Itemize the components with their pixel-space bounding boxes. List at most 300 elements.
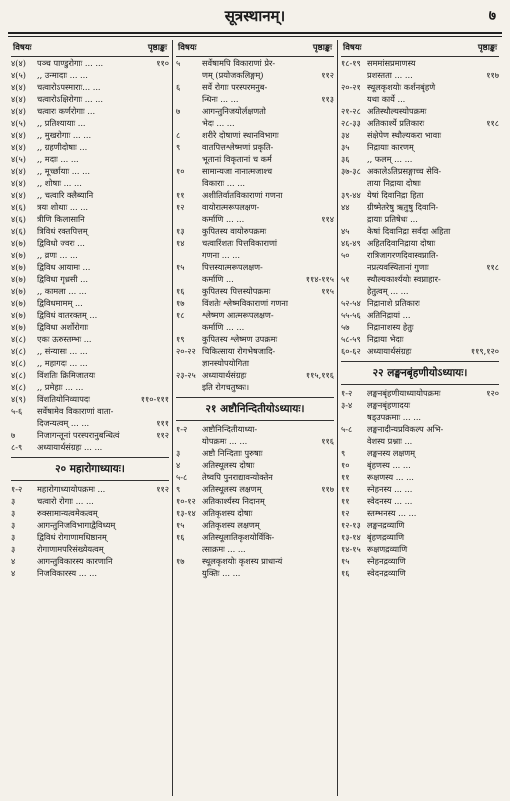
- index-row-page: ११५: [321, 286, 334, 296]
- index-row: [176, 153, 334, 165]
- index-row-page: [332, 555, 334, 567]
- index-row-number: १५: [341, 556, 350, 566]
- index-row: [11, 153, 169, 165]
- index-row-number: [11, 417, 37, 429]
- chapter-heading: २१ अष्टौनिन्दितीयोऽध्यायः।: [176, 397, 334, 421]
- index-row: [176, 567, 334, 579]
- index-row-topic: सर्वे रोगाः परस्परमनुब-: [202, 82, 268, 92]
- index-row: [341, 57, 499, 69]
- index-row-page: [332, 519, 334, 531]
- index-row: [341, 507, 499, 519]
- chapter-heading: २२ लङ्घनबृंहणीयोऽध्यायः।: [341, 361, 499, 385]
- index-row-number: ४(४): [11, 166, 26, 176]
- index-row: [176, 435, 334, 447]
- index-row-number: ४(५): [11, 154, 26, 164]
- index-row: [176, 189, 334, 201]
- index-row-topic: विकाराः ... ...: [202, 178, 246, 188]
- index-row-topic: द्विविधो ज्वरः ...: [37, 238, 85, 248]
- index-row-topic: अतिकार्श्ये प्रतिकारः: [367, 118, 425, 128]
- index-row-topic: ,, मुखरोगाः ... ...: [37, 130, 92, 140]
- index-row-topic: त्रयः शोथाः ... ...: [37, 202, 89, 212]
- index-row-number: १६: [176, 532, 185, 542]
- index-row-topic: हेतुत्वम् ... ...: [367, 286, 409, 296]
- index-row-page: [497, 201, 499, 213]
- index-row-topic: कुपितस्य श्लेष्मण उपक्रमः: [202, 334, 278, 344]
- index-row-page: [167, 69, 169, 81]
- index-row: [11, 117, 169, 129]
- index-row-page: ११०-१११: [140, 394, 169, 404]
- page-number: ७: [488, 8, 496, 24]
- index-row-page: [167, 237, 169, 249]
- index-row-number: १४-१५: [341, 544, 361, 554]
- index-row-page: [167, 297, 169, 309]
- index-row-topic: द्विविधं रोगाणामधिष्ठानम्: [37, 532, 107, 542]
- index-row-number: ३: [11, 520, 16, 530]
- index-row-topic: स्थूलकृशयोः कर्शनबृंहणे: [367, 82, 436, 92]
- index-row-page: १११: [156, 418, 169, 428]
- index-row-topic: योपक्रमः ... ...: [202, 436, 248, 446]
- index-row-topic: ,, महागदः ... ...: [37, 358, 88, 368]
- index-row: [176, 369, 334, 381]
- index-row-number: १-२: [341, 388, 353, 398]
- index-row-number: १२: [341, 508, 350, 518]
- index-row: [341, 285, 499, 297]
- index-row-page: [167, 141, 169, 153]
- index-row: [176, 543, 334, 555]
- index-row-topic: अतिकृशस्य दोषाः: [202, 508, 253, 518]
- index-row: [11, 441, 169, 453]
- index-row: [11, 531, 169, 543]
- page-title: सूत्रस्थानम्।: [224, 7, 286, 25]
- index-row-page: [332, 507, 334, 519]
- index-row-topic: स्तम्भनस्य ... ...: [367, 508, 417, 518]
- index-row-number: [176, 93, 202, 105]
- index-row-topic: चत्वारोऽक्षिरोगाः ... ...: [37, 94, 103, 104]
- column-header: [176, 40, 334, 57]
- index-row: [341, 117, 499, 129]
- index-row-page: [332, 447, 334, 459]
- index-row-number: ९: [176, 142, 181, 152]
- index-row: [176, 345, 334, 357]
- index-row-number: ३: [11, 508, 16, 518]
- index-row-page: [167, 213, 169, 225]
- index-row-number: ४६-४९: [341, 238, 361, 248]
- index-row-number: २०-२२: [176, 346, 196, 356]
- index-row-page: [167, 381, 169, 393]
- index-row-number: ४५: [341, 226, 350, 236]
- index-row-topic: विंशतियोनिव्यापदः: [37, 394, 90, 404]
- index-row: [11, 165, 169, 177]
- index-row-number: ४(८): [11, 346, 26, 356]
- index-row-page: ११५,११६: [305, 370, 334, 380]
- index-row-page: [497, 531, 499, 543]
- index-row-page: [497, 567, 499, 579]
- index-row-topic: अतिस्थौल्यस्योपक्रमः: [367, 106, 427, 116]
- index-row-topic: विंशतेः श्लेष्मविकाराणां गणना: [202, 298, 288, 308]
- index-row-page: [332, 495, 334, 507]
- index-row: [11, 297, 169, 309]
- column-header: [341, 40, 499, 57]
- index-row-page: [497, 165, 499, 177]
- index-row: [341, 495, 499, 507]
- index-row-topic: संक्षेपेण स्थौल्यकरा भावाः: [367, 130, 442, 140]
- index-row-topic: अष्टौनिन्दितीयाध्या-: [202, 424, 258, 434]
- index-row-page: [332, 237, 334, 249]
- index-row-page: [497, 495, 499, 507]
- index-row-number: ७: [11, 430, 16, 440]
- index-row-topic: अध्यायार्थसंग्रहः ... ...: [37, 442, 103, 452]
- index-row: [11, 69, 169, 81]
- index-row-number: [176, 69, 202, 81]
- index-row-number: ३: [11, 496, 16, 506]
- index-row-page: [167, 177, 169, 189]
- index-row-topic: त्रिविधं रक्तपित्तम्: [37, 226, 88, 236]
- index-row-number: ३: [11, 532, 16, 542]
- index-row-topic: द्विविधा अर्शोरोगाः: [37, 322, 89, 332]
- index-row-topic: अध्यायार्थसंग्रहः: [367, 346, 412, 356]
- index-row: [341, 261, 499, 273]
- index-row-number: १२: [176, 202, 185, 212]
- index-row-page: [332, 105, 334, 117]
- index-row: [11, 249, 169, 261]
- index-row-topic: निद्रानाशस्य हेतुः: [367, 322, 414, 332]
- index-row-number: ४(७): [11, 250, 26, 260]
- index-row: [341, 531, 499, 543]
- index-row-topic: स्नेहनद्रव्याणि: [367, 556, 406, 566]
- index-row: [341, 387, 499, 399]
- index-row-page: [497, 57, 499, 69]
- index-row-topic: द्विविधमामम् ...: [37, 298, 83, 308]
- index-row: [341, 189, 499, 201]
- index-row-topic: ,, कामला ... ...: [37, 286, 87, 296]
- index-row: [341, 411, 499, 423]
- index-row-number: ४(८): [11, 382, 26, 392]
- index-row-page: [497, 507, 499, 519]
- index-row-number: ५: [176, 58, 181, 68]
- index-row-page: [167, 129, 169, 141]
- index-row-topic: येषां दिवानिद्रा हिता: [367, 190, 424, 200]
- index-row-page: [497, 483, 499, 495]
- index-row-topic: नप्रत्यवस्थितानां गुणाः: [367, 262, 429, 272]
- index-row: [341, 153, 499, 165]
- index-row: [11, 345, 169, 357]
- index-row-topic: पञ्च पाण्डुरोगाः ... ...: [37, 58, 104, 68]
- index-row: [176, 249, 334, 261]
- index-row-topic: गणना ... ...: [202, 250, 241, 260]
- index-row-number: १३: [176, 226, 185, 236]
- header-rule-thin: [8, 36, 502, 37]
- index-row-number: [176, 177, 202, 189]
- page-header: [0, 0, 510, 34]
- index-row: [176, 261, 334, 273]
- index-row-page: [497, 81, 499, 93]
- index-row-number: [176, 321, 202, 333]
- index-row: [341, 105, 499, 117]
- index-row-topic: त्साक्रमः ... ...: [202, 544, 246, 554]
- index-row-number: ६०-६२: [341, 346, 361, 356]
- index-row-page: [497, 273, 499, 285]
- index-row-page: ११४-११५: [305, 274, 334, 284]
- index-row-page: [497, 129, 499, 141]
- index-row-topic: सर्वेषामपि विकाराणां प्रेर-: [202, 58, 276, 68]
- chapter-heading: २० महारोगाध्यायः।: [11, 457, 169, 481]
- index-row-topic: त्रीणि किलासानि: [37, 214, 85, 224]
- index-row: [176, 333, 334, 345]
- column-header-page: पृष्ठाङ्कः: [477, 43, 497, 53]
- index-row-topic: कुपितस्य वायोरुपक्रमः: [202, 226, 267, 236]
- index-row: [341, 321, 499, 333]
- index-row: [11, 273, 169, 285]
- index-row-topic: लङ्घनादीन्यप्रविकल्प अभि-: [367, 424, 444, 434]
- index-row: [11, 333, 169, 345]
- index-row-topic: निजविकारस्य ... ...: [37, 568, 97, 578]
- index-row-page: [497, 249, 499, 261]
- index-row-page: [497, 93, 499, 105]
- index-row-page: [167, 105, 169, 117]
- index-row: [11, 483, 169, 495]
- index-row-number: ४(५): [11, 70, 26, 80]
- index-row: [341, 543, 499, 555]
- index-row-number: ६: [176, 82, 181, 92]
- index-row-page: ११३: [321, 94, 334, 104]
- index-row: [176, 297, 334, 309]
- index-row-number: १३-१४: [176, 508, 196, 518]
- index-row-topic: ,, मूर्च्छायाः ... ...: [37, 166, 90, 176]
- index-row-number: ४(४): [11, 130, 26, 140]
- index-row-topic: स्नेहनस्य ... ...: [367, 484, 413, 494]
- index-row-number: ३: [11, 544, 16, 554]
- index-row-page: [497, 225, 499, 237]
- index-row-page: [167, 201, 169, 213]
- index-row-topic: लङ्घनबृंहणीयाध्यायोपक्रमः: [367, 388, 441, 398]
- index-row-topic: ,, मदाः ... ...: [37, 154, 79, 164]
- index-row-number: ४: [11, 556, 16, 566]
- index-row-topic: ज्ञानस्योपयोगिता: [202, 358, 250, 368]
- index-row-number: ४(८): [11, 334, 26, 344]
- index-row: [176, 141, 334, 153]
- index-row-number: ३९-४४: [341, 190, 361, 200]
- index-row: [341, 345, 499, 357]
- index-row-page: [497, 459, 499, 471]
- index-row: [11, 381, 169, 393]
- index-row-page: ११२: [156, 430, 169, 440]
- index-row: [176, 93, 334, 105]
- index-row-number: ४(७): [11, 238, 26, 248]
- index-row: [176, 309, 334, 321]
- index-row-number: ११: [341, 484, 350, 494]
- index-row-page: [167, 93, 169, 105]
- index-row-number: [176, 213, 202, 225]
- index-row-topic: निद्राया भेदाः: [367, 334, 404, 344]
- index-row-number: ४(७): [11, 274, 26, 284]
- index-row: [176, 381, 334, 393]
- index-row: [11, 129, 169, 141]
- index-row-topic: निद्रानाशे प्रतिकारः: [367, 298, 420, 308]
- index-row-topic: रूक्षणस्य ... ...: [367, 472, 414, 482]
- index-row-number: ११: [341, 496, 350, 506]
- index-row-number: ९: [176, 484, 181, 494]
- index-row: [11, 225, 169, 237]
- index-row: [176, 321, 334, 333]
- index-row-page: [332, 129, 334, 141]
- index-row-topic: स्थूलकृशयोः कृशस्य प्राधान्यं: [202, 556, 283, 566]
- index-row: [11, 543, 169, 555]
- index-row-topic: श्लेष्मण आत्मरूपलक्षण-: [202, 310, 274, 320]
- index-row-topic: ,, प्रतिश्यायाः ...: [37, 118, 86, 128]
- index-row-page: [167, 333, 169, 345]
- index-row-number: ५८-५९: [341, 334, 361, 344]
- index-row-page: [497, 321, 499, 333]
- index-row-number: २८-३३: [341, 118, 361, 128]
- index-row-number: ८-९: [11, 442, 23, 452]
- index-row-number: ४: [11, 568, 16, 578]
- index-row-number: [176, 117, 202, 129]
- index-row-page: [167, 117, 169, 129]
- index-row: [341, 213, 499, 225]
- index-row: [176, 57, 334, 69]
- index-row-page: ११८: [486, 262, 499, 272]
- index-row-topic: ,, शोषाः ... ...: [37, 178, 82, 188]
- index-row-page: [497, 555, 499, 567]
- index-row: [341, 201, 499, 213]
- index-row-topic: स्वेदनस्य ... ...: [367, 496, 413, 506]
- index-row-topic: लङ्घनबृंहणादयः: [367, 400, 411, 410]
- index-row: [341, 81, 499, 93]
- index-row-topic: रोगाणामपरिसंख्येयत्वम्: [37, 544, 104, 554]
- index-row-number: ८: [176, 130, 181, 140]
- index-row: [341, 567, 499, 579]
- index-row-topic: लङ्घनद्रव्याणि: [367, 520, 405, 530]
- index-row-topic: स्वेदनद्रव्याणि: [367, 568, 406, 578]
- index-row-page: [167, 309, 169, 321]
- index-row-page: [167, 189, 169, 201]
- index-column-1: [8, 40, 172, 796]
- index-row-number: ३४: [341, 130, 350, 140]
- index-row-number: १८-१९: [341, 58, 361, 68]
- index-row-topic: वेशस्य प्रश्नाः ...: [367, 436, 413, 446]
- index-row-topic: द्विविध आयामः ...: [37, 262, 91, 272]
- index-row-page: [332, 381, 334, 393]
- index-row: [176, 273, 334, 285]
- index-row-topic: स्थौल्यकार्श्ययोः स्वप्नाहार-: [367, 274, 441, 284]
- index-row-topic: भूतानां विकृतानां च कर्म: [202, 154, 272, 164]
- column-header-subject: विषयः: [13, 43, 32, 53]
- index-row: [341, 447, 499, 459]
- index-row-page: [332, 459, 334, 471]
- index-row: [176, 237, 334, 249]
- index-row-page: [167, 507, 169, 519]
- index-row-topic: अतिकृशस्य लक्षणम्: [202, 520, 260, 530]
- index-row-page: [332, 249, 334, 261]
- index-row: [341, 435, 499, 447]
- index-row: [176, 213, 334, 225]
- index-row-page: [167, 567, 169, 579]
- index-row: [11, 189, 169, 201]
- index-row-topic: रुक्सामान्यत्वमेकत्वम्: [37, 508, 98, 518]
- index-row-topic: ,, चत्वारि क्लैब्यानि: [37, 190, 94, 200]
- index-row-number: ४(७): [11, 322, 26, 332]
- column-header-page: पृष्ठाङ्कः: [312, 43, 332, 53]
- index-row-page: ११२: [321, 70, 334, 80]
- index-row-number: [176, 273, 202, 285]
- index-row: [341, 249, 499, 261]
- index-row-number: ११: [341, 472, 350, 482]
- index-row-page: [497, 309, 499, 321]
- index-row-topic: निजागन्तूनां परस्परानुबन्धित्वं: [37, 430, 120, 440]
- index-row-page: [332, 153, 334, 165]
- index-row-number: ११: [176, 190, 185, 200]
- index-row-number: ४(५): [11, 118, 26, 128]
- index-row-topic: अतिस्थूलस्य दोषाः: [202, 460, 255, 470]
- index-row-topic: ताया निद्राया दोषाः: [367, 178, 421, 188]
- index-row-number: [341, 435, 367, 447]
- index-row-page: [497, 177, 499, 189]
- index-row: [11, 417, 169, 429]
- index-row-topic: वायोरात्मरूपलक्षण-: [202, 202, 260, 212]
- index-row-number: १०: [176, 166, 185, 176]
- index-row: [176, 495, 334, 507]
- index-row-page: [167, 81, 169, 93]
- index-row-page: [332, 543, 334, 555]
- index-row-page: [497, 423, 499, 435]
- index-row-number: २०-२१: [341, 82, 361, 92]
- index-row-topic: अष्टौ निन्दिताः पुरुषाः: [202, 448, 263, 458]
- index-row: [341, 177, 499, 189]
- index-row-page: [497, 141, 499, 153]
- index-row: [341, 237, 499, 249]
- index-row-number: १२-१३: [341, 520, 361, 530]
- index-row-topic: युक्तिः ... ...: [202, 568, 241, 578]
- index-row-number: १६: [176, 286, 185, 296]
- index-row: [341, 423, 499, 435]
- index-row-topic: न्धिनः ... ...: [202, 94, 239, 104]
- index-row-page: [167, 321, 169, 333]
- index-row: [11, 309, 169, 321]
- index-row-number: ५१: [341, 274, 350, 284]
- index-row-topic: महारोगाध्यायोपक्रमः ...: [37, 484, 106, 494]
- index-row-number: १-२: [176, 424, 188, 434]
- index-row-page: ११०: [156, 58, 169, 68]
- index-row-topic: ,, संन्यासः ... ...: [37, 346, 88, 356]
- index-row-number: [341, 261, 367, 273]
- index-row: [176, 285, 334, 297]
- index-row-number: ४(७): [11, 262, 26, 272]
- index-row-page: [167, 249, 169, 261]
- index-row-page: [167, 357, 169, 369]
- index-row-topic: आगन्तुनिजविभागाद्वैविध्यम्: [37, 520, 116, 530]
- index-row-topic: ,, फलम् ... ...: [367, 154, 413, 164]
- index-row-page: [332, 165, 334, 177]
- index-row-number: ४(८): [11, 358, 26, 368]
- index-row-page: १२०: [486, 388, 499, 398]
- index-row-topic: कर्माणि ... ...: [202, 214, 245, 224]
- index-row-number: १६: [341, 568, 350, 578]
- index-row-topic: रात्रिजागरणदिवास्वप्नाति-: [367, 250, 439, 260]
- index-row-topic: णम् (प्रयोजकलिङ्गम्): [202, 70, 264, 80]
- index-row-number: ५७: [341, 322, 350, 332]
- index-column-3: [337, 40, 502, 796]
- index-row-page: ११४: [321, 214, 334, 224]
- index-row-topic: षड्उपक्रमाः ... ...: [367, 412, 422, 422]
- index-row-page: [167, 285, 169, 297]
- index-row-number: [176, 381, 202, 393]
- index-row-topic: द्रायाः प्रतिषेधः ...: [367, 214, 418, 224]
- index-row: [176, 423, 334, 435]
- column-header-subject: विषयः: [343, 43, 362, 53]
- index-row: [341, 399, 499, 411]
- index-row: [176, 105, 334, 117]
- index-row-topic: चत्वारिंशतः पित्तविकाराणां: [202, 238, 278, 248]
